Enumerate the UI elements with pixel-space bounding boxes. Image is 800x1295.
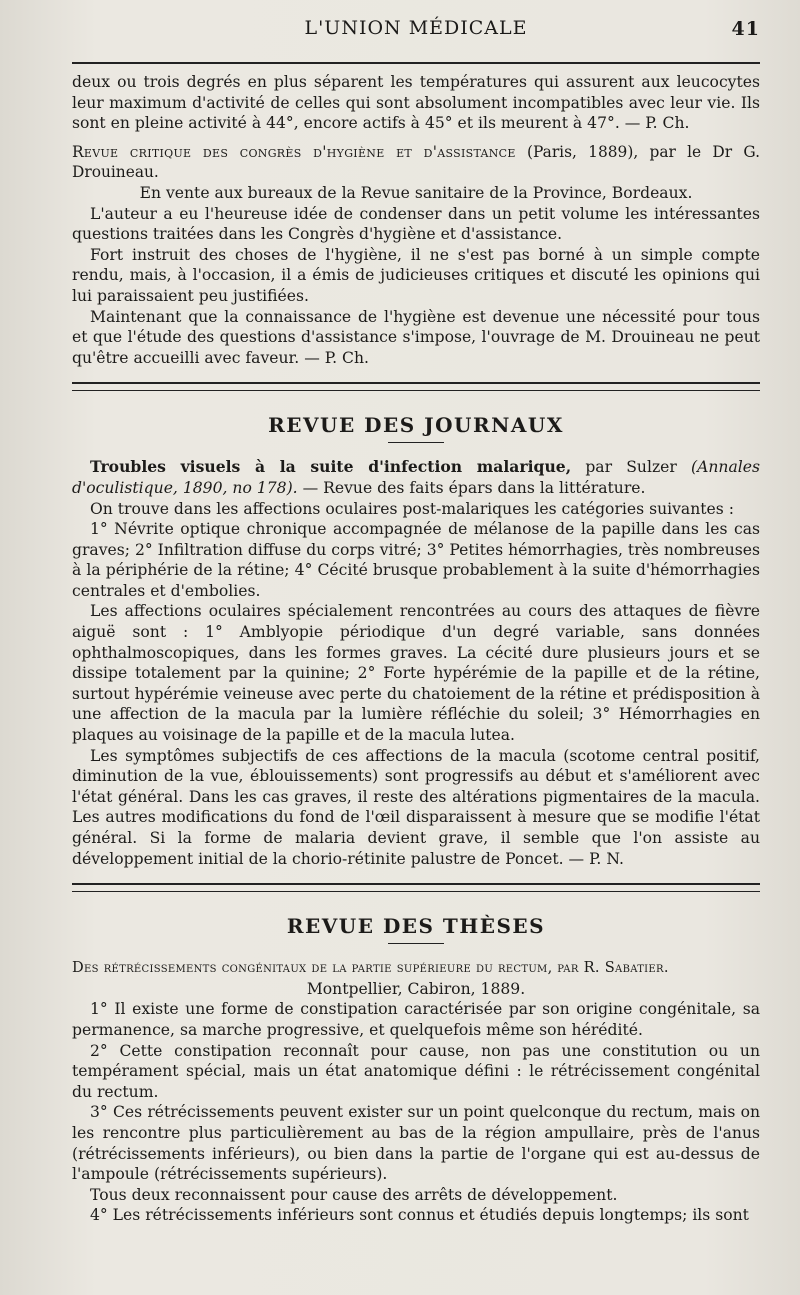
- heading-underline: [388, 943, 444, 944]
- review-paragraph: L'auteur a eu l'heureuse idée de condenser dans un petit volume les intéressantes questions traitées dans les Congrès d'hygiène et d'assistance.: [72, 204, 760, 244]
- article-author: par Sulzer: [585, 458, 677, 477]
- review-paragraph: Maintenant que la connaissance de l'hygiène est devenue une nécessité pour tous et que l'étude des questions d'assistance s'impose, l'ouvrage de M. Drouineau ne peut qu'être accueilli avec faveur. — P. Ch.: [72, 307, 760, 367]
- article-paragraph: Les symptômes subjectifs de ces affections de la macula (scotome central positif, diminution de la vue, éblouissements) sont progressifs au début et s'améliorent avec l'état général. Dans les cas graves, il reste des altérations pigmentaires de la macula. Les autres modifications du fond de l'œil disparaissent à mesure que se modifie l'état général. Si la forme de malaria devient grave, il semble que l'on assiste au développement initial de la chorio-rétinite palustre de Poncet. — P. N.: [72, 746, 760, 868]
- journal-title: L'UNION MÉDICALE: [304, 17, 528, 39]
- continued-paragraph: deux ou trois degrés en plus séparent les températures qui assurent aux leucocytes leur maximum d'activité de celles qui sont absolument incompatibles avec leur vie. Ils sont en pleine activité à 44°, encore actifs à 45° et ils meurent à 47°. — P. Ch.: [72, 73, 760, 133]
- heading-underline: [388, 442, 444, 443]
- thesis-paragraph: 3° Ces rétrécissements peuvent exister sur un point quelconque du rectum, mais on les rencontre plus particulièrement au bas de la région ampullaire, près de l'anus (rétrécissements inférieurs), ou bien dans la partie de l'organe qui est au-dessus de l'ampoule (rétrécissements supérieurs).: [72, 1103, 760, 1184]
- section-heading-journaux: REVUE DES JOURNAUX: [268, 413, 564, 438]
- thesis-title: Des rétrécissements congénitaux de la partie supérieure du rectum,: [72, 959, 553, 977]
- review-paragraph: Fort instruit des choses de l'hygiène, il ne s'est pas borné à un simple compte rendu, mais, à l'occasion, il a émis de judicieuses critiques et discuté les opinions qui lui paraissaient peu justifiées.: [72, 245, 760, 305]
- header-rule: [72, 62, 760, 64]
- review-title: Revue critique des congrès d'hygiène et d'assistance: [72, 142, 516, 161]
- article-tail: — Revue des faits épars dans la littérature.: [302, 478, 646, 497]
- thesis-citation: [72, 958, 760, 979]
- article-paragraph: Les affections oculaires spécialement rencontrées au cours des attaques de fièvre aiguë sont : 1° Amblyopie périodique d'un degré variable, sans données ophthalmoscopiques, dans les formes graves. La cécité dure plusieurs jours et se dissipe totalement par la quinine; 2° Forte hypérémie de la papille et de la rétine, surtout hypérémie veineuse avec perte du chatoiement de la rétine et prédisposition à une affection de la macula par la lumière réfléchie du soleil; 3° Hémorrhagies en plaques au voisinage de la papille et de la macula lutea.: [72, 602, 760, 745]
- running-head: [72, 0, 760, 56]
- thesis-author: par R. Sabatier.: [557, 959, 669, 977]
- page-number: 41: [731, 18, 760, 40]
- thesis-paragraph: 2° Cette constipation reconnaît pour cause, non pas une constitution ou un tempérament spécial, mais un état anatomique défini : le rétrécissement congénital du rectum.: [72, 1041, 760, 1101]
- thesis-paragraph: Tous deux reconnaissent pour cause des arrêts de développement.: [90, 1185, 618, 1204]
- review-details: (Paris, 1889), par le Dr G. Drouineau.: [72, 142, 760, 182]
- review-citation: [72, 142, 760, 183]
- thesis-paragraph: 4° Les rétrécissements inférieurs sont connus et étudiés depuis longtemps; ils sont: [90, 1206, 749, 1225]
- section-divider: [72, 382, 760, 391]
- article-citation: [72, 457, 760, 498]
- section-divider: [72, 883, 760, 892]
- thesis-place: Montpellier, Cabiron, 1889.: [306, 979, 526, 998]
- article-paragraph: On trouve dans les affections oculaires post-malariques les catégories suivantes :: [90, 499, 734, 518]
- article-title: Troubles visuels à la suite d'infection malarique,: [90, 457, 572, 477]
- article-paragraph: 1° Névrite optique chronique accompagnée de mélanose de la papille dans les cas graves; 2° Infiltration diffuse du corps vitré; 3° Petites hémorrhagies, très nombreuses à la périphérie de la rétine; 4° Cécité brusque probablement à la suite d'hémorrhagies centrales et d'embolies.: [72, 520, 760, 600]
- review-sale-line: En vente aux bureaux de la Revue sanitaire de la Province, Bordeaux.: [139, 183, 693, 202]
- thesis-paragraph: 1° Il existe une forme de constipation caractérisée par son origine congénitale, sa permanence, sa marche progressive, et quelquefois même son hérédité.: [72, 1000, 760, 1039]
- article-source: (Annales d'oculistique, 1890, no 178).: [72, 458, 760, 497]
- section-heading-theses: REVUE DES THÈSES: [286, 914, 546, 939]
